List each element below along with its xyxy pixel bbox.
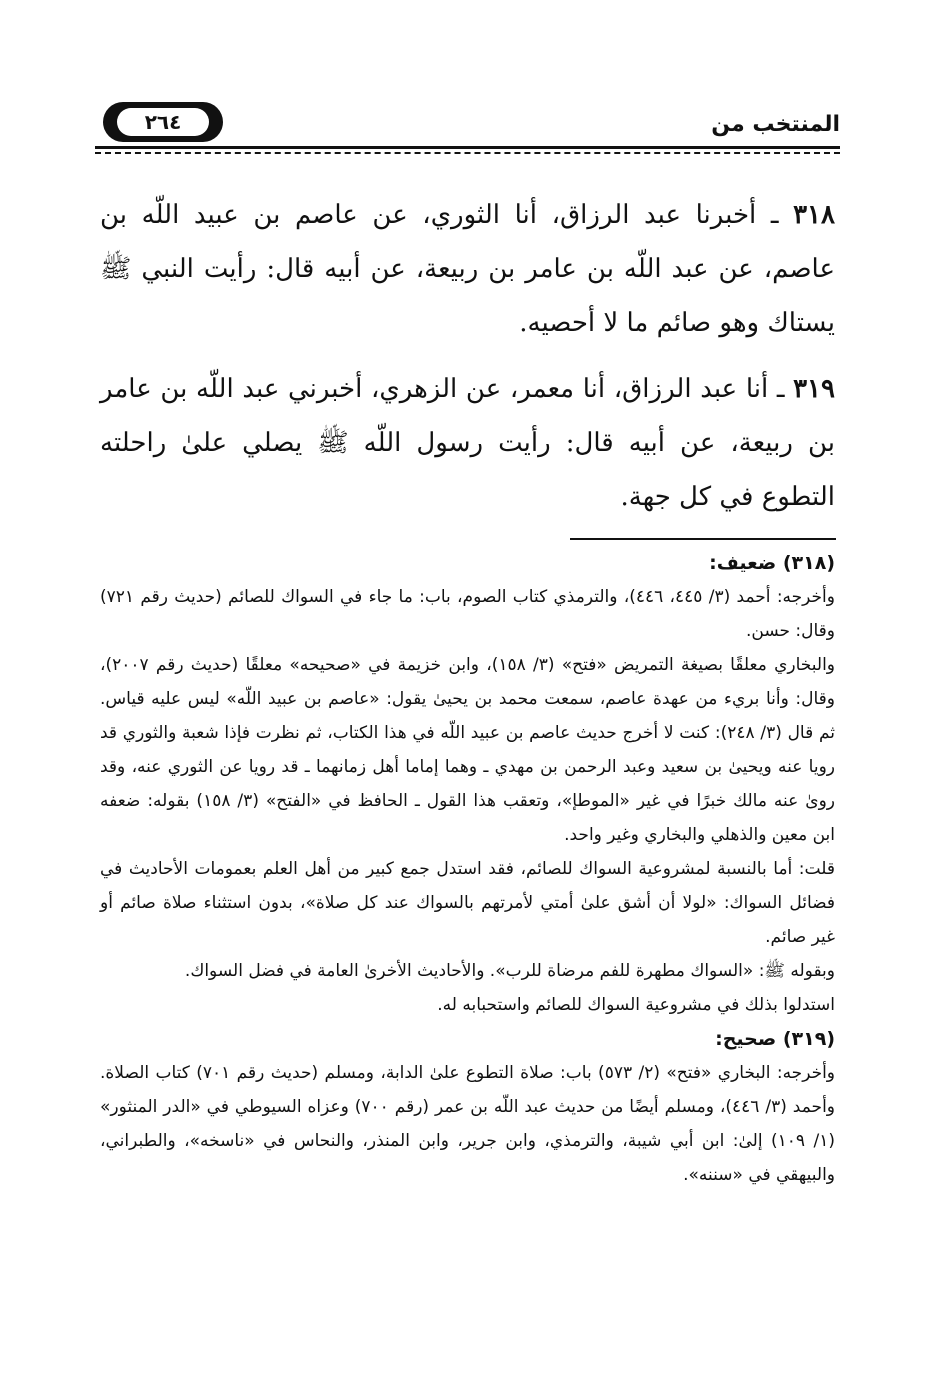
- footnote-paragraph: والبخاري معلقًا بصيغة التمريض «فتح» (٣/ ١٥٨)، وابن خزيمة في «صحيحه» معلقًا (حديث رقم ٢٠٠٧)، وقال: وأنا بريء من عهدة عاصم، سمعت محمد بن يحيىٰ يقول: «عاصم بن عبيد اللّه» ليس عليه قياس. ثم قال (٣/ ٢٤٨): كنت لا أخرج حديث عاصم بن عبيد اللّه في هذا الكتاب، ثم نظرت فإذا شعبة والثوري قد رويا عنه ويحيىٰ بن سعيد وعبد الرحمن بن مهدي ـ وهما إماما أهل زمانهما ـ قد رويا عن الثوري عنه، وقد روىٰ عنه مالك خبرًا في غير «الموطإ»، وتعقب هذا القول ـ الحافظ في «الفتح» (٣/ ١٥٨) بقوله: ضعفه ابن معين والذهلي والبخاري وغير واحد.: [100, 655, 836, 845]
- footnote-paragraph: وبقوله ﷺ: «السواك مطهرة للفم مرضاة للرب». والأحاديث الأخرىٰ العامة في فضل السواك.: [184, 961, 835, 981]
- footnote-paragraph: قلت: أما بالنسبة لمشروعية السواك للصائم، فقد استدل جمع كبير من أهل العلم بعمومات الأحاديث في فضائل السواك: «لولا أن أشق علىٰ أمتي لأمرتهم بالسواك عند كل صلاة»، بدون استثناء صلاة صائم أو غير صائم.: [100, 859, 835, 947]
- running-title: المنتخب من: [711, 112, 840, 137]
- footnotes: [100, 546, 835, 1192]
- hadith-number: ٣١٩: [793, 374, 835, 404]
- footnote-paragraph: وأخرجه: أحمد (٣/ ٤٤٥، ٤٤٦)، والترمذي كتاب الصوم، باب: ما جاء في السواك للصائم (حديث رقم ٧٢١) وقال: حسن.: [100, 587, 835, 641]
- hadith-number: ٣١٨: [793, 200, 835, 230]
- hadith-text: ـ أخبرنا عبد الرزاق، أنا الثوري، عن عاصم بن عبيد اللّه بن عاصم، عن عبد اللّه بن عامر بن ربيعة، عن أبيه قال: رأيت النبي ﷺ يستاك وهو صائم ما لا أحصيه.: [100, 200, 835, 338]
- page-number: ٢٦٤: [117, 108, 209, 136]
- header-rule: [95, 146, 840, 149]
- footnote-label-318: (٣١٨) ضعيف:: [709, 552, 835, 574]
- hadith-text: ـ أنا عبد الرزاق، أنا معمر، عن الزهري، أخبرني عبد اللّه بن عامر بن ربيعة، عن أبيه قال: رأيت رسول اللّه ﷺ يصلي علىٰ راحلته التطوع في كل جهة.: [100, 374, 835, 512]
- footnote-paragraph: استدلوا بذلك في مشروعية السواك للصائم واستحبابه له.: [437, 995, 835, 1015]
- header-dashed-rule: [95, 152, 840, 154]
- hadith-318: [100, 188, 835, 350]
- footnote-separator: [570, 538, 836, 540]
- main-text: [100, 188, 835, 536]
- hadith-319: [100, 362, 835, 524]
- footnote-label-319: (٣١٩) صحيح:: [715, 1028, 835, 1050]
- footnote-paragraph: وأخرجه: البخاري «فتح» (٢/ ٥٧٣) باب: صلاة التطوع علىٰ الدابة، ومسلم (حديث رقم ٧٠١) كتاب الصلاة. وأحمد (٣/ ٤٤٦)، ومسلم أيضًا من حديث عبد اللّه بن عمر (رقم ٧٠٠) وعزاه السيوطي في «الدر المنثور» (١/ ١٠٩) إلىٰ: ابن أبي شيبة، والترمذي، وابن جرير، وابن المنذر، والنحاس في «ناسخه»، والطبراني، والبيهقي في «سننه».: [100, 1063, 836, 1185]
- page-number-badge: [103, 102, 223, 142]
